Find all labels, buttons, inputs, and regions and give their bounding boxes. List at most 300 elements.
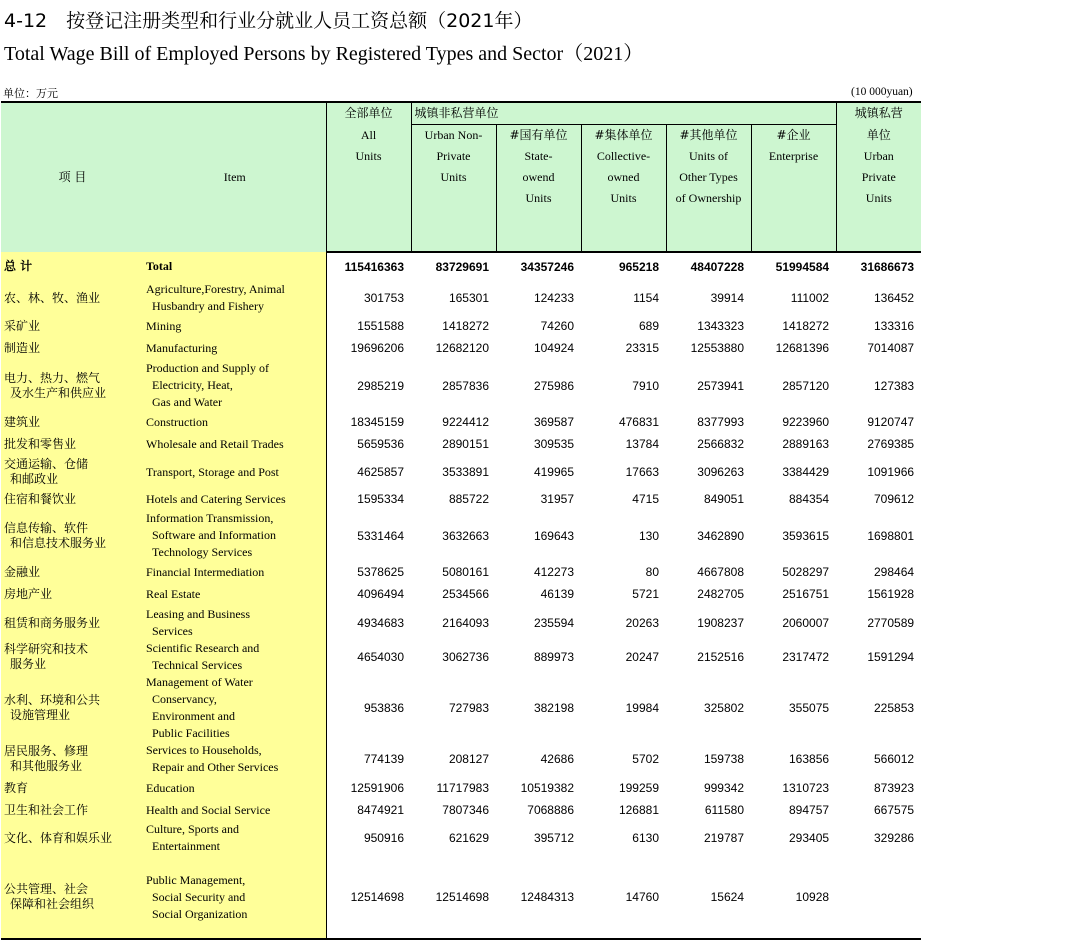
cell-urban-private: 1561928 <box>867 587 915 601</box>
cell-state-owned: 12484313 <box>496 856 581 939</box>
row-label-english-line: Entertainment <box>152 839 220 853</box>
row-label-english-line: Social Organization <box>152 906 248 921</box>
cell-urban-private: 329286 <box>874 831 915 845</box>
cell-enterprise: 3593615 <box>782 528 830 543</box>
header-nonprivate-en-1: Urban Non- <box>411 125 496 147</box>
cell-enterprise: 2060007 <box>782 616 830 630</box>
header-state-en-2: owend <box>522 170 555 184</box>
row-label-chinese-line: 设施管理业 <box>10 708 71 722</box>
row-label-english-line: Culture, Sports and <box>146 822 239 836</box>
row-label-english <box>144 252 326 280</box>
cell-urban-private: 1698801 <box>867 528 915 543</box>
row-label-chinese <box>1 360 144 411</box>
row-label-english-line: Financial Intermediation <box>146 564 265 579</box>
header-collective-en-2: owned <box>607 170 640 184</box>
cell-urban-private: 709612 <box>874 492 915 506</box>
row-label-chinese-line: 科学研究和技术 <box>4 642 89 656</box>
header-all-units-chinese: 全部单位 <box>326 102 411 125</box>
cell-state-owned: 419965 <box>533 465 574 479</box>
row-label-chinese-line: 信息传输、软件 <box>4 520 89 535</box>
cell-urban-private: 2769385 <box>867 437 915 451</box>
cell-collective-owned: 6130 <box>632 831 659 845</box>
row-label-english-line: Software and Information <box>152 528 276 542</box>
row-label-chinese-line: 文化、体育和娱乐业 <box>4 830 113 845</box>
cell-collective-owned: 689 <box>638 319 659 333</box>
cell-state-owned: 31957 <box>540 492 574 506</box>
cell-enterprise: 5028297 <box>782 565 830 579</box>
cell-all-units: 8474921 <box>357 803 404 817</box>
cell-other-ownership: 2152516 <box>697 650 744 664</box>
table-row <box>1 800 921 820</box>
row-label-chinese-line: 居民服务、修理 <box>4 744 89 758</box>
cell-other-ownership: 2573941 <box>697 378 744 393</box>
row-label-english-line: Mining <box>146 318 182 333</box>
table-row <box>1 336 921 360</box>
row-label-english <box>144 856 326 939</box>
cell-all-units: 953836 <box>363 701 404 715</box>
cell-state-owned: 275986 <box>533 378 574 393</box>
row-label-english-line: Total <box>146 258 173 273</box>
cell-all-units: 12591906 <box>350 781 404 795</box>
cell-state-owned: 889973 <box>533 650 574 664</box>
cell-enterprise: 293405 <box>789 831 830 845</box>
cell-collective-owned: 20263 <box>625 616 659 630</box>
row-label-english <box>144 509 326 562</box>
row-label-chinese <box>1 336 144 360</box>
cell-urban-nonprivate: 3533891 <box>442 465 489 479</box>
row-label-chinese-line: 采矿业 <box>4 318 41 333</box>
row-label-chinese <box>1 316 144 336</box>
row-label-chinese-line: 和邮政业 <box>10 472 59 486</box>
row-label-english <box>144 820 326 856</box>
header-other-en-2: Other Types <box>679 170 738 184</box>
cell-enterprise: 894757 <box>789 803 830 817</box>
cell-urban-nonprivate: 7807346 <box>442 803 489 817</box>
cell-other-ownership: 219787 <box>703 831 744 845</box>
row-label-chinese <box>1 280 144 316</box>
cell-state-owned: 34357246 <box>520 259 574 274</box>
cell-urban-nonprivate: 208127 <box>448 752 489 766</box>
cell-state-owned: 46139 <box>540 587 574 601</box>
cell-urban-nonprivate: 621629 <box>448 831 489 845</box>
cell-other-ownership: 39914 <box>710 291 744 305</box>
unit-label-english: (10 000yuan) <box>851 86 913 98</box>
row-label-chinese-line: 教育 <box>4 780 29 795</box>
row-label-english-line: Conservancy, <box>152 692 217 706</box>
table-row <box>1 674 921 742</box>
header-collective-en-1: Collective- <box>581 146 666 167</box>
row-label-english-line: Manufacturing <box>146 340 218 355</box>
cell-collective-owned: 965218 <box>618 259 659 274</box>
cell-state-owned: 10519382 <box>520 781 574 795</box>
cell-all-units: 5659536 <box>357 437 404 451</box>
cell-collective-owned: 4715 <box>632 492 659 506</box>
header-state-chinese: #国有单位 <box>496 125 581 147</box>
cell-state-owned: 309535 <box>533 437 574 451</box>
row-label-english-line: Social Security and <box>152 889 246 904</box>
cell-urban-nonprivate: 165301 <box>448 291 489 305</box>
row-label-chinese <box>1 820 144 856</box>
cell-all-units: 4096494 <box>357 587 404 601</box>
header-enterprise-chinese: #企业 <box>751 125 836 147</box>
header-private-en-3: Units <box>865 191 892 205</box>
row-label-english <box>144 316 326 336</box>
row-label-chinese-line: 和其他服务业 <box>10 759 83 773</box>
row-label-english <box>144 489 326 509</box>
row-label-chinese <box>1 856 144 939</box>
cell-other-ownership: 1908237 <box>697 616 744 630</box>
row-label-english <box>144 606 326 640</box>
cell-urban-private: 1091966 <box>867 465 915 479</box>
header-collective-en-3: Units <box>610 191 637 205</box>
row-label-english-line: Public Management, <box>146 872 246 887</box>
cell-state-owned: 235594 <box>533 616 574 630</box>
cell-state-owned: 382198 <box>533 701 574 715</box>
row-label-english-line: Health and Social Service <box>146 802 271 817</box>
header-state-en-rest <box>496 167 581 252</box>
header-other-en-3: of Ownership <box>675 191 742 205</box>
cell-all-units: 5331464 <box>357 528 404 543</box>
cell-state-owned: 412273 <box>533 565 574 579</box>
table-row <box>1 820 921 856</box>
row-label-chinese <box>1 640 144 674</box>
cell-urban-private: 2770589 <box>867 616 915 630</box>
cell-urban-private: 225853 <box>874 701 915 715</box>
cell-urban-nonprivate: 12514698 <box>411 856 496 939</box>
cell-enterprise: 1310723 <box>782 781 830 795</box>
row-label-english <box>144 280 326 316</box>
table-row <box>1 280 921 316</box>
cell-other-ownership: 2566832 <box>697 437 744 451</box>
cell-state-owned: 169643 <box>533 528 574 543</box>
row-label-chinese <box>1 252 144 280</box>
header-collective-chinese: #集体单位 <box>581 125 666 147</box>
header-private-chinese-1: 城镇私营 <box>836 102 921 125</box>
cell-other-ownership: 849051 <box>703 492 744 506</box>
row-label-english-line: Education <box>146 780 195 795</box>
cell-all-units: 19696206 <box>350 341 404 355</box>
cell-urban-nonprivate: 885722 <box>448 492 489 506</box>
cell-other-ownership: 159738 <box>703 752 744 766</box>
header-all-units-en-2: Units <box>326 146 411 167</box>
cell-enterprise: 355075 <box>789 701 830 715</box>
cell-other-ownership: 48407228 <box>690 259 744 274</box>
cell-all-units: 950916 <box>363 831 404 845</box>
header-state-en-1: State- <box>496 146 581 167</box>
cell-enterprise: 884354 <box>789 492 830 506</box>
header-other-en-1: Units of <box>666 146 751 167</box>
row-label-english-line: Gas and Water <box>152 395 223 409</box>
cell-all-units: 5378625 <box>357 565 404 579</box>
cell-urban-nonprivate: 11717983 <box>436 781 489 795</box>
cell-all-units: 2985219 <box>357 378 404 393</box>
cell-urban-private: 667575 <box>874 803 915 817</box>
cell-urban-nonprivate: 2857836 <box>442 378 489 393</box>
row-label-english-line: Services to Households, <box>146 743 262 757</box>
header-nonprivate-en-2: Private <box>411 146 496 167</box>
row-label-chinese-line: 卫生和社会工作 <box>4 802 89 817</box>
cell-urban-nonprivate: 1418272 <box>442 319 489 333</box>
cell-enterprise: 2516751 <box>782 587 830 601</box>
row-label-chinese <box>1 562 144 582</box>
row-label-english <box>144 433 326 455</box>
row-label-english <box>144 360 326 411</box>
row-label-english <box>144 411 326 433</box>
row-label-english-line: Information Transmission, <box>146 511 274 525</box>
row-label-english-line: Wholesale and Retail Trades <box>146 436 284 451</box>
row-label-english-line: Transport, Storage and Post <box>146 464 279 479</box>
table-row <box>1 582 921 606</box>
row-label-chinese <box>1 433 144 455</box>
row-label-chinese-line: 房地产业 <box>4 586 53 601</box>
cell-collective-owned: 130 <box>638 528 659 543</box>
cell-all-units: 4625857 <box>357 465 404 479</box>
table-row <box>1 509 921 562</box>
row-label-chinese-line: 公共管理、社会 <box>4 882 89 896</box>
cell-urban-private: 1591294 <box>867 650 915 664</box>
header-collective-en-rest <box>581 167 666 252</box>
row-label-english <box>144 336 326 360</box>
cell-enterprise: 10928 <box>751 856 836 939</box>
cell-enterprise: 111002 <box>790 291 830 305</box>
row-label-chinese-line: 金融业 <box>4 564 41 579</box>
page-title-english: Total Wage Bill of Employed Persons by Registered Types and Sector（2021） <box>4 43 644 65</box>
cell-enterprise: 163856 <box>789 752 830 766</box>
cell-urban-private: 7014087 <box>867 341 915 355</box>
cell-other-ownership: 611580 <box>704 803 744 817</box>
row-label-chinese-line: 电力、热力、燃气 <box>4 370 101 385</box>
table-row <box>1 562 921 582</box>
cell-urban-nonprivate: 2164093 <box>442 616 489 630</box>
header-all-units-spacer <box>326 167 411 252</box>
cell-collective-owned: 1154 <box>633 291 659 305</box>
row-label-chinese-line: 住宿和餐饮业 <box>4 491 77 506</box>
cell-other-ownership: 999342 <box>703 781 744 795</box>
cell-collective-owned: 126881 <box>618 803 659 817</box>
row-label-chinese <box>1 800 144 820</box>
header-private-chinese-2: 单位 <box>836 125 921 147</box>
unit-label-chinese: 单位：万元 <box>3 87 58 100</box>
cell-collective-owned: 199259 <box>618 781 659 795</box>
row-label-english-line: Construction <box>146 414 208 429</box>
cell-other-ownership: 12553880 <box>690 341 744 355</box>
cell-all-units: 774139 <box>363 752 404 766</box>
wage-bill-table <box>1 101 921 940</box>
table-row <box>1 411 921 433</box>
row-label-english-line: Electricity, Heat, <box>152 378 233 392</box>
cell-urban-private: 298464 <box>874 565 915 579</box>
row-label-chinese-line: 制造业 <box>4 340 41 355</box>
row-label-chinese <box>1 489 144 509</box>
row-label-chinese-line: 租赁和商务服务业 <box>4 615 101 630</box>
cell-urban-nonprivate: 2534566 <box>442 587 489 601</box>
row-label-chinese-line: 服务业 <box>10 657 47 671</box>
row-label-english-line: Management of Water <box>146 675 253 689</box>
header-private-en-rest <box>836 167 921 252</box>
cell-enterprise: 51994584 <box>775 259 830 274</box>
table-row <box>1 360 921 411</box>
row-label-english-line: Hotels and Catering Services <box>146 491 286 506</box>
row-label-english <box>144 455 326 489</box>
cell-collective-owned: 14760 <box>581 856 666 939</box>
cell-urban-nonprivate: 3632663 <box>442 528 489 543</box>
row-label-chinese-line: 总 计 <box>4 258 33 273</box>
table-row <box>1 489 921 509</box>
cell-enterprise: 2889163 <box>782 437 830 451</box>
cell-urban-nonprivate: 5080161 <box>442 565 489 579</box>
row-label-chinese <box>1 509 144 562</box>
row-label-english-line: Leasing and Business <box>146 607 250 621</box>
cell-state-owned: 369587 <box>533 415 574 429</box>
cell-collective-owned: 476831 <box>618 415 659 429</box>
cell-other-ownership: 4667808 <box>697 565 744 579</box>
cell-collective-owned: 80 <box>645 565 659 579</box>
cell-collective-owned: 20247 <box>625 650 659 664</box>
cell-all-units: 4934683 <box>357 616 404 630</box>
cell-enterprise: 3384429 <box>782 465 830 479</box>
header-private-en-2: Private <box>861 170 896 184</box>
cell-collective-owned: 23315 <box>625 341 659 355</box>
cell-all-units: 1551588 <box>357 319 404 333</box>
cell-all-units: 1595334 <box>357 492 404 506</box>
cell-all-units: 12514698 <box>326 856 411 939</box>
table-body <box>1 252 921 939</box>
cell-urban-private: 127383 <box>874 378 915 393</box>
row-label-chinese-line: 和信息技术服务业 <box>10 535 107 550</box>
row-label-chinese <box>1 606 144 640</box>
row-label-english <box>144 776 326 800</box>
table-row <box>1 640 921 674</box>
cell-urban-private: 31686673 <box>860 259 915 274</box>
table-row <box>1 433 921 455</box>
row-label-chinese-line: 建筑业 <box>4 414 41 429</box>
row-label-chinese-line: 农、林、牧、渔业 <box>4 290 101 305</box>
cell-state-owned: 104924 <box>533 341 574 355</box>
cell-urban-nonprivate: 83729691 <box>435 259 489 274</box>
cell-other-ownership: 1343323 <box>697 319 744 333</box>
row-label-english-line: Services <box>152 624 193 638</box>
row-label-chinese <box>1 582 144 606</box>
cell-enterprise: 1418272 <box>782 319 830 333</box>
row-label-english-line: Husbandry and Fishery <box>152 299 264 313</box>
cell-other-ownership: 2482705 <box>697 587 744 601</box>
cell-other-ownership: 15624 <box>666 856 751 939</box>
row-label-chinese <box>1 776 144 800</box>
row-label-chinese <box>1 674 144 742</box>
row-label-chinese-line: 批发和零售业 <box>4 436 77 451</box>
cell-state-owned: 74260 <box>540 319 574 333</box>
cell-urban-private: 9120747 <box>867 415 915 429</box>
cell-urban-nonprivate: 3062736 <box>442 650 489 664</box>
table-row <box>1 455 921 489</box>
row-label-chinese-line: 水利、环境和公共 <box>4 693 101 707</box>
row-label-english <box>144 582 326 606</box>
header-nonprivate-group: 城镇非私营单位 <box>411 102 836 125</box>
header-all-units-en-1: All <box>326 125 411 147</box>
cell-collective-owned: 7910 <box>632 378 659 393</box>
header-nonprivate-en-3: Units <box>411 167 496 252</box>
header-enterprise-en: Enterprise <box>751 146 836 167</box>
cell-state-owned: 42686 <box>540 752 574 766</box>
cell-urban-nonprivate: 12682120 <box>435 341 489 355</box>
cell-collective-owned: 5721 <box>632 587 659 601</box>
cell-enterprise: 12681396 <box>775 341 830 355</box>
row-label-english <box>144 674 326 742</box>
cell-enterprise: 2857120 <box>782 378 830 393</box>
header-other-chinese: #其他单位 <box>666 125 751 147</box>
header-item-english: Item <box>144 102 326 252</box>
row-label-english-line: Agriculture,Forestry, Animal <box>146 282 285 296</box>
row-label-english-line: Technical Services <box>152 658 243 672</box>
cell-urban-nonprivate: 9224412 <box>442 415 489 429</box>
row-label-english-line: Public Facilities <box>152 726 230 740</box>
table-row <box>1 742 921 776</box>
cell-enterprise: 9223960 <box>782 415 830 429</box>
cell-all-units: 18345159 <box>350 415 404 429</box>
row-label-english-line: Scientific Research and <box>146 641 260 655</box>
cell-all-units: 4654030 <box>357 650 404 664</box>
table-row <box>1 252 921 280</box>
cell-enterprise: 2317472 <box>782 650 830 664</box>
row-label-chinese-line: 保障和社会组织 <box>10 897 95 911</box>
cell-urban-private: 133316 <box>874 319 915 333</box>
cell-collective-owned: 19984 <box>625 701 659 715</box>
header-other-en-rest <box>666 167 751 252</box>
row-label-chinese <box>1 455 144 489</box>
row-label-english <box>144 562 326 582</box>
row-label-english-line: Repair and Other Services <box>152 760 279 774</box>
row-label-english-line: Technology Services <box>152 545 253 559</box>
cell-collective-owned: 17663 <box>625 465 659 479</box>
row-label-english <box>144 800 326 820</box>
cell-other-ownership: 3096263 <box>697 465 744 479</box>
cell-state-owned: 124233 <box>533 291 574 305</box>
row-label-english-line: Environment and <box>152 709 235 723</box>
row-label-english <box>144 640 326 674</box>
cell-urban-private: 136452 <box>874 291 915 305</box>
header-state-en-3: Units <box>525 191 552 205</box>
row-label-english-line: Real Estate <box>146 586 201 601</box>
row-label-chinese-line: 及水生产和供应业 <box>10 385 107 400</box>
table-row <box>1 856 921 939</box>
table-row <box>1 776 921 800</box>
cell-all-units: 301753 <box>363 291 404 305</box>
table-row <box>1 606 921 640</box>
header-private-en-1: Urban <box>836 146 921 167</box>
cell-urban-private <box>836 856 921 939</box>
row-label-chinese <box>1 742 144 776</box>
cell-urban-private: 566012 <box>874 752 915 766</box>
cell-other-ownership: 8377993 <box>697 415 744 429</box>
row-label-chinese <box>1 411 144 433</box>
cell-state-owned: 7068886 <box>527 803 574 817</box>
row-label-english-line: Production and Supply of <box>146 361 269 375</box>
page-title-chinese: 4-12 按登记注册类型和行业分就业人员工资总额（2021年） <box>4 10 533 32</box>
cell-state-owned: 395712 <box>533 831 574 845</box>
cell-urban-private: 873923 <box>874 781 915 795</box>
cell-other-ownership: 325802 <box>703 701 744 715</box>
header-item-chinese: 项 目 <box>1 102 144 252</box>
cell-urban-nonprivate: 2890151 <box>442 437 489 451</box>
table-row <box>1 316 921 336</box>
header-enterprise-spacer <box>751 167 836 252</box>
row-label-english <box>144 742 326 776</box>
cell-all-units: 115416363 <box>344 259 404 274</box>
cell-other-ownership: 3462890 <box>697 528 744 543</box>
cell-collective-owned: 13784 <box>625 437 659 451</box>
row-label-chinese-line: 交通运输、仓储 <box>4 457 89 471</box>
cell-collective-owned: 5702 <box>632 752 659 766</box>
